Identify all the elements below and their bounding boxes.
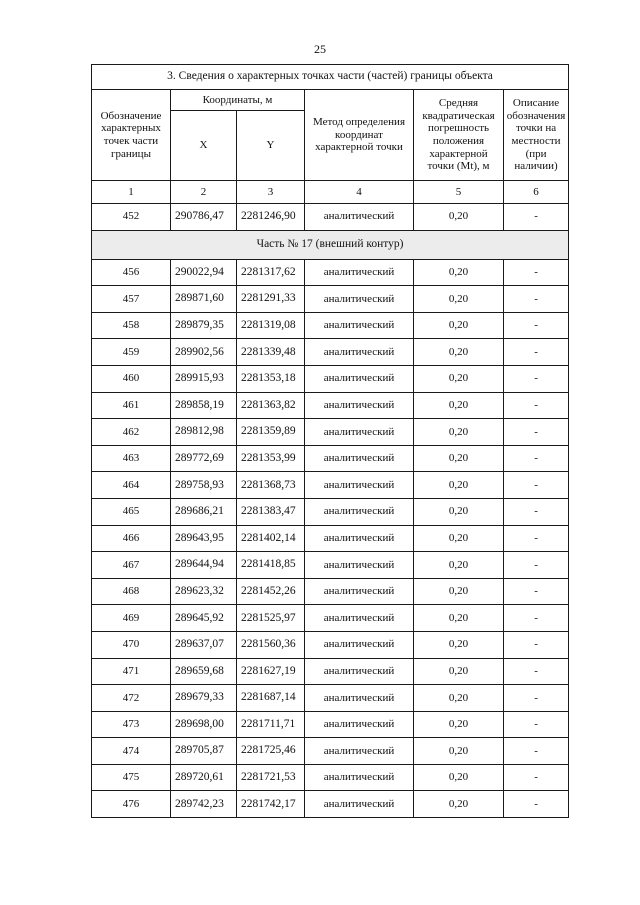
table-row [92,525,569,552]
method-cell: аналитический [305,525,414,552]
x-coordinate-cell: 289645,92 [171,605,237,632]
description-cell: - [504,419,569,446]
y-coordinate-cell: 2281353,18 [237,365,305,392]
table-row [92,552,569,579]
x-coordinate-cell: 289858,19 [171,392,237,419]
y-coordinate-cell: 2281339,48 [237,339,305,366]
x-coordinate-cell: 289679,33 [171,685,237,712]
y-coordinate-cell: 2281368,73 [237,472,305,499]
accuracy-cell: 0,20 [414,498,504,525]
method-cell: аналитический [305,286,414,313]
description-cell: - [504,764,569,791]
description-cell: - [504,658,569,685]
part-label: Часть № 17 (внешний контур) [92,230,569,259]
description-cell: - [504,552,569,579]
point-cell: 468 [92,578,171,605]
point-cell: 472 [92,685,171,712]
header-row [92,90,569,111]
description-cell: - [504,392,569,419]
method-cell: аналитический [305,472,414,499]
description-cell: - [504,365,569,392]
y-coordinate-cell: 2281452,26 [237,578,305,605]
column-number: 4 [305,181,414,204]
column-number: 6 [504,181,569,204]
table-row [92,365,569,392]
description-cell: - [504,204,569,231]
point-cell: 471 [92,658,171,685]
y-coordinate-cell: 2281418,85 [237,552,305,579]
point-cell: 452 [92,204,171,231]
header-description: Описание обозначения точки на местности (при наличии) [504,90,569,181]
point-cell: 465 [92,498,171,525]
table-row [92,631,569,658]
point-cell: 476 [92,791,171,818]
method-cell: аналитический [305,552,414,579]
column-number: 1 [92,181,171,204]
table-row [92,445,569,472]
x-coordinate-cell: 289659,68 [171,658,237,685]
description-cell: - [504,578,569,605]
method-cell: аналитический [305,419,414,446]
x-coordinate-cell: 290022,94 [171,259,237,286]
x-coordinate-cell: 289686,21 [171,498,237,525]
method-cell: аналитический [305,365,414,392]
x-coordinate-cell: 289705,87 [171,738,237,765]
accuracy-cell: 0,20 [414,445,504,472]
y-coordinate-cell: 2281725,46 [237,738,305,765]
accuracy-cell: 0,20 [414,658,504,685]
point-cell: 470 [92,631,171,658]
point-cell: 457 [92,286,171,313]
boundary-points-table [91,64,569,818]
method-cell: аналитический [305,259,414,286]
method-cell: аналитический [305,658,414,685]
x-coordinate-cell: 289742,23 [171,791,237,818]
table-row [92,791,569,818]
point-cell: 462 [92,419,171,446]
page-number: 25 [314,42,326,56]
accuracy-cell: 0,20 [414,552,504,579]
method-cell: аналитический [305,339,414,366]
table-row [92,204,569,231]
description-cell: - [504,631,569,658]
header-method: Метод определения координат характерной точки [305,90,414,181]
y-coordinate-cell: 2281525,97 [237,605,305,632]
table-row [92,339,569,366]
table-row [92,685,569,712]
description-cell: - [504,605,569,632]
y-coordinate-cell: 2281319,08 [237,312,305,339]
y-coordinate-cell: 2281560,36 [237,631,305,658]
y-coordinate-cell: 2281711,71 [237,711,305,738]
x-coordinate-cell: 289643,95 [171,525,237,552]
y-coordinate-cell: 2281687,14 [237,685,305,712]
accuracy-cell: 0,20 [414,578,504,605]
point-cell: 456 [92,259,171,286]
description-cell: - [504,738,569,765]
section-title: 3. Сведения о характерных точках части (частей) границы объекта [92,65,569,90]
accuracy-cell: 0,20 [414,365,504,392]
point-cell: 458 [92,312,171,339]
column-number: 5 [414,181,504,204]
point-cell: 459 [92,339,171,366]
y-coordinate-cell: 2281627,19 [237,658,305,685]
accuracy-cell: 0,20 [414,525,504,552]
method-cell: аналитический [305,685,414,712]
table-row [92,259,569,286]
description-cell: - [504,445,569,472]
column-number: 3 [237,181,305,204]
y-coordinate-cell: 2281402,14 [237,525,305,552]
description-cell: - [504,339,569,366]
y-coordinate-cell: 2281383,47 [237,498,305,525]
accuracy-cell: 0,20 [414,419,504,446]
point-cell: 460 [92,365,171,392]
method-cell: аналитический [305,738,414,765]
method-cell: аналитический [305,578,414,605]
method-cell: аналитический [305,631,414,658]
y-coordinate-cell: 2281291,33 [237,286,305,313]
y-coordinate-cell: 2281721,53 [237,764,305,791]
x-coordinate-cell: 289720,61 [171,764,237,791]
x-coordinate-cell: 289637,07 [171,631,237,658]
point-cell: 474 [92,738,171,765]
header-coordinates: Координаты, м [171,90,305,111]
table-row [92,764,569,791]
method-cell: аналитический [305,204,414,231]
point-cell: 467 [92,552,171,579]
y-coordinate-cell: 2281359,89 [237,419,305,446]
description-cell: - [504,711,569,738]
x-coordinate-cell: 289879,35 [171,312,237,339]
x-coordinate-cell: 289812,98 [171,419,237,446]
description-cell: - [504,498,569,525]
header-y: Y [237,111,305,181]
column-number: 2 [171,181,237,204]
table-row [92,312,569,339]
accuracy-cell: 0,20 [414,764,504,791]
accuracy-cell: 0,20 [414,286,504,313]
table-row [92,658,569,685]
x-coordinate-cell: 289698,00 [171,711,237,738]
method-cell: аналитический [305,498,414,525]
description-cell: - [504,791,569,818]
table-row [92,578,569,605]
table-row [92,738,569,765]
method-cell: аналитический [305,605,414,632]
x-coordinate-cell: 289772,69 [171,445,237,472]
table-row [92,711,569,738]
method-cell: аналитический [305,312,414,339]
accuracy-cell: 0,20 [414,605,504,632]
y-coordinate-cell: 2281742,17 [237,791,305,818]
accuracy-cell: 0,20 [414,204,504,231]
table-row [92,392,569,419]
header-x: X [171,111,237,181]
accuracy-cell: 0,20 [414,312,504,339]
description-cell: - [504,525,569,552]
accuracy-cell: 0,20 [414,259,504,286]
table-row [92,498,569,525]
method-cell: аналитический [305,392,414,419]
table-row [92,605,569,632]
accuracy-cell: 0,20 [414,472,504,499]
method-cell: аналитический [305,445,414,472]
table-row [92,286,569,313]
description-cell: - [504,286,569,313]
method-cell: аналитический [305,791,414,818]
accuracy-cell: 0,20 [414,791,504,818]
x-coordinate-cell: 289902,56 [171,339,237,366]
accuracy-cell: 0,20 [414,738,504,765]
column-numbers-row [92,181,569,204]
table-row [92,419,569,446]
part-row [92,230,569,259]
x-coordinate-cell: 289915,93 [171,365,237,392]
y-coordinate-cell: 2281317,62 [237,259,305,286]
accuracy-cell: 0,20 [414,392,504,419]
header-accuracy: Средняя квадратическая погрешность положения характерной точки (Mt), м [414,90,504,181]
description-cell: - [504,312,569,339]
description-cell: - [504,259,569,286]
x-coordinate-cell: 289758,93 [171,472,237,499]
accuracy-cell: 0,20 [414,685,504,712]
point-cell: 469 [92,605,171,632]
y-coordinate-cell: 2281363,82 [237,392,305,419]
x-coordinate-cell: 289644,94 [171,552,237,579]
x-coordinate-cell: 289623,32 [171,578,237,605]
table-row [92,472,569,499]
x-coordinate-cell: 290786,47 [171,204,237,231]
accuracy-cell: 0,20 [414,631,504,658]
description-cell: - [504,472,569,499]
point-cell: 473 [92,711,171,738]
accuracy-cell: 0,20 [414,711,504,738]
header-point-name: Обозначение характерных точек части границы [92,90,171,181]
section-title-row [92,65,569,90]
point-cell: 466 [92,525,171,552]
point-cell: 463 [92,445,171,472]
point-cell: 475 [92,764,171,791]
accuracy-cell: 0,20 [414,339,504,366]
point-cell: 461 [92,392,171,419]
point-cell: 464 [92,472,171,499]
x-coordinate-cell: 289871,60 [171,286,237,313]
method-cell: аналитический [305,764,414,791]
description-cell: - [504,685,569,712]
method-cell: аналитический [305,711,414,738]
y-coordinate-cell: 2281353,99 [237,445,305,472]
y-coordinate-cell: 2281246,90 [237,204,305,231]
